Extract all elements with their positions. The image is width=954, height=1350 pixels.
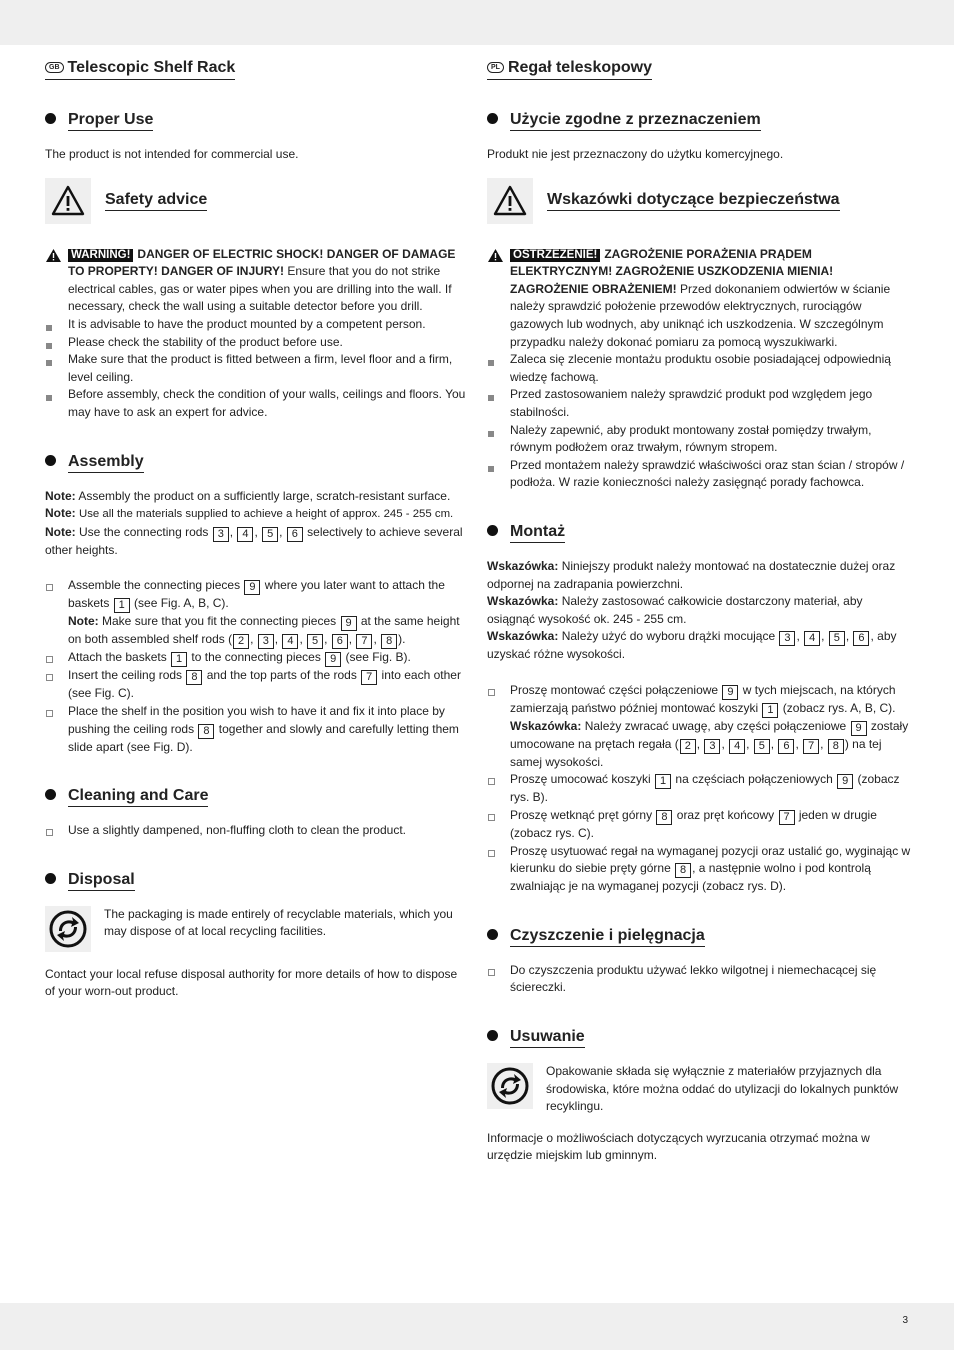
step-text: , a następnie wolno i pod kontrolą zwalniając je na wymaganej pozycji (zobacz rys. D). xyxy=(510,861,871,894)
part-number: 9 xyxy=(851,721,867,736)
section-proper-use-en xyxy=(45,110,469,132)
part-number: 8 xyxy=(186,670,202,685)
cleaning-list-en xyxy=(45,822,469,840)
part-number: 8 xyxy=(675,863,691,878)
part-number: 7 xyxy=(356,634,372,649)
note-label: Wskazówka: xyxy=(487,558,559,573)
note-3-en: Note: Use the connecting rods 3 , 4 , 5 , 6 selectively to achieve several other heights. xyxy=(45,524,463,557)
note-text: aby uzyskać różne wysokości. xyxy=(487,629,897,662)
polish-column xyxy=(487,58,911,1165)
note-label: Note: xyxy=(45,488,76,503)
warning-bold-en: DANGER OF ELECTRIC SHOCK! DANGER OF DAMAGE TO PROPERTY! DANGER OF INJURY! xyxy=(68,246,456,279)
list-item xyxy=(45,703,469,756)
part-number: 8 xyxy=(381,634,397,649)
section-cleaning-pl xyxy=(487,926,911,948)
section-disposal-en xyxy=(45,870,469,892)
step-text: oraz pręt końcowy xyxy=(676,808,775,823)
step-text: (see Fig. A, B, C). xyxy=(134,596,229,611)
note-text: selectively to achieve several other heights. xyxy=(45,524,463,557)
list-item: Make sure that the product is fitted between a firm, level floor and a firm, level ceiling. xyxy=(45,351,469,386)
part-number: 1 xyxy=(762,703,778,718)
recycle-icon xyxy=(487,1063,533,1109)
bullet-icon xyxy=(487,1030,498,1041)
step-text: where you later want to attach the baskets xyxy=(68,578,445,611)
part-number: 9 xyxy=(722,685,738,700)
bullet-icon xyxy=(487,929,498,940)
section-safety-en xyxy=(45,178,469,224)
cleaning-list-pl xyxy=(487,962,911,997)
part-number: 9 xyxy=(341,616,357,631)
heading-proper-use-en: Proper Use xyxy=(68,110,153,131)
proper-use-text-pl: Produkt nie jest przeznaczony do użytku komercyjnego. xyxy=(487,147,784,161)
part-number: 9 xyxy=(244,580,260,595)
list-item xyxy=(45,667,469,703)
section-assembly-en xyxy=(45,452,469,474)
heading-safety-en: Safety advice xyxy=(105,190,207,211)
step-text: into each other (see Fig. C). xyxy=(68,668,461,701)
page-number: 3 xyxy=(902,1315,908,1326)
warning-small-icon xyxy=(45,248,62,263)
page-title-en xyxy=(45,58,235,80)
part-number: 2 xyxy=(680,739,696,754)
note-label: Wskazówka: xyxy=(487,594,559,609)
note-3-pl: Wskazówka: Należy użyć do wyboru drążki mocujące 3 , 4 , 5 , 6 , aby uzyskać różne wysokości. xyxy=(487,629,897,662)
note-label: Note: xyxy=(45,506,76,521)
warning-block-en xyxy=(45,246,469,316)
step-text: and the top parts of the rods xyxy=(206,668,357,683)
step-text: Insert the ceiling rods xyxy=(68,668,183,683)
note-label: Wskazówka: xyxy=(510,718,582,733)
warning-triangle-icon xyxy=(487,178,533,224)
part-number: 1 xyxy=(171,652,187,667)
warning-small-icon xyxy=(487,248,504,263)
packaging-text-pl: Opakowanie składa się wyłącznie z materiałów przyjaznych dla środowiska, które można oddać do utylizacji do lokalnych punktów recyklingu. xyxy=(546,1064,899,1114)
step-text: Attach the baskets xyxy=(68,650,167,665)
part-number: 1 xyxy=(114,598,130,613)
note-text: Use all the materials supplied to achieve a height of approx. 245 - 255 cm. xyxy=(79,508,454,521)
disposal-contact-pl: Informacje o możliwościach dotyczących wyrzucania otrzymać można w urzędzie miejskim lub gminnym. xyxy=(487,1130,870,1163)
step-text: Proszę umocować koszyki xyxy=(510,772,651,787)
heading-cleaning-pl: Czyszczenie i pielęgnacja xyxy=(510,926,705,947)
part-number: 6 xyxy=(332,634,348,649)
title-text-pl: Regał teleskopowy xyxy=(507,59,652,76)
step-text: w tych miejscach, na których zamierzają państwo później montować koszyki xyxy=(510,682,896,715)
list-item: It is advisable to have the product mounted by a competent person. xyxy=(45,316,469,334)
bullet-icon xyxy=(487,113,498,124)
part-number: 3 xyxy=(704,739,720,754)
list-item xyxy=(487,843,911,896)
part-number: 1 xyxy=(655,774,671,789)
heading-assembly-en: Assembly xyxy=(68,452,144,473)
part-number: 3 xyxy=(213,527,229,542)
section-disposal-pl xyxy=(487,1027,911,1049)
part-number: 7 xyxy=(803,739,819,754)
heading-disposal-en: Disposal xyxy=(68,870,135,891)
step-text: jeden w drugie (zobacz rys. C). xyxy=(510,808,877,841)
list-item: Przed montażem należy sprawdzić właściwości oraz stan ścian / stropów / podłoża. W razie konieczności należy zasięgnąć porady fachowca. xyxy=(487,457,911,492)
recycle-block-en xyxy=(45,906,469,952)
warning-triangle-icon xyxy=(45,178,91,224)
heading-cleaning-en: Cleaning and Care xyxy=(68,786,208,807)
note-1-en xyxy=(45,488,469,506)
note-text: Assembly the product on a sufficiently large, scratch-resistant surface. xyxy=(78,488,451,503)
note-text: Niniejszy produkt należy montować na dostatecznie dużej oraz odpornej na zadrapania powierzchni. xyxy=(487,558,896,591)
heading-assembly-pl: Montaż xyxy=(510,522,565,543)
part-number: 6 xyxy=(853,631,869,646)
bullet-icon xyxy=(45,789,56,800)
step-text: at the same height on both assembled shelf rods ( xyxy=(68,614,460,647)
step-text: Make sure that you fit the connecting pieces xyxy=(102,614,337,629)
note-label: Note: xyxy=(68,614,99,629)
list-item: Before assembly, check the condition of your walls, ceilings and floors. You may have to ask an expert for advice. xyxy=(45,386,469,421)
warning-bold-pl: ZAGROŻENIE PORAŻENIA PRĄDEM ELEKTRYCZNYM! ZAGROŻENIE USZKODZENIA MIENIA! ZAGROŻENIE OBRAŻENIEM! xyxy=(510,246,834,296)
list-item: Do czyszczenia produktu używać lekko wilgotnej i niemechacącej się ściereczki. xyxy=(487,962,911,997)
part-number: 5 xyxy=(754,739,770,754)
part-number: 3 xyxy=(258,634,274,649)
step-text: Place the shelf in the position you wish to have it and fix it into place by pushing the ceiling rods xyxy=(68,703,445,736)
part-number: 6 xyxy=(778,739,794,754)
language-badge-pl: PL xyxy=(487,62,504,73)
top-bar xyxy=(0,0,954,45)
part-number: 6 xyxy=(287,527,303,542)
note-2-pl xyxy=(487,593,911,628)
note-label: Note: xyxy=(45,524,76,539)
recycle-block-pl xyxy=(487,1063,911,1116)
language-badge-en: GB xyxy=(45,62,64,73)
part-number: 4 xyxy=(237,527,253,542)
assembly-steps-en xyxy=(45,577,469,756)
part-number: 2 xyxy=(233,634,249,649)
step-text: Proszę usytuować regał na wymaganej pozycji oraz ustalić go, wyginając w kierunku do siebie pręty górne xyxy=(510,843,911,876)
heading-safety-pl: Wskazówki dotyczące bezpieczeństwa xyxy=(547,190,840,211)
part-number: 5 xyxy=(307,634,323,649)
warning-text-en: Ensure that you do not strike electrical cables, gas or water pipes when you are drilling into the wall. If necessary, check the wall using a suitable detector before you drill. xyxy=(68,264,452,314)
part-number: 5 xyxy=(262,527,278,542)
note-text: Use the connecting rods xyxy=(79,524,209,539)
section-cleaning-en xyxy=(45,786,469,808)
heading-proper-use-pl: Użycie zgodne z przeznaczeniem xyxy=(510,110,761,131)
list-item xyxy=(487,771,911,807)
step-text: (see Fig. B). xyxy=(345,650,411,665)
heading-disposal-pl: Usuwanie xyxy=(510,1027,585,1048)
section-assembly-pl xyxy=(487,522,911,544)
list-item: Przed zastosowaniem należy sprawdzić produkt pod względem jego stabilności. xyxy=(487,386,911,421)
page-title-pl xyxy=(487,58,652,80)
warning-text-pl: Przed dokonaniem odwiertów w ścianie należy sprawdzić położenie przewodów elektrycznych, rurociągów gazowych lub wodnych, aby uniknąć ich uszkodzenia. W szczególnym przypadku należy dokonać pomiaru za pomocą wyszukiwarki. xyxy=(510,281,891,349)
part-number: 4 xyxy=(729,739,745,754)
bullet-icon xyxy=(45,113,56,124)
note-label: Wskazówka: xyxy=(487,629,559,644)
step-text: to the connecting pieces xyxy=(191,650,321,665)
section-proper-use-pl xyxy=(487,110,911,132)
note-2-en xyxy=(45,505,469,524)
note-1-pl xyxy=(487,558,911,593)
part-number: 9 xyxy=(325,652,341,667)
part-number: 7 xyxy=(779,810,795,825)
part-number: 8 xyxy=(828,739,844,754)
recycle-icon xyxy=(45,906,91,952)
warning-badge-en: WARNING! xyxy=(68,249,133,262)
step-text: (zobacz rys. A, B, C). xyxy=(782,700,896,715)
warning-badge-pl: OSTRZEŻENIE! xyxy=(510,249,600,262)
list-item xyxy=(487,807,911,843)
bullet-icon xyxy=(45,455,56,466)
step-text: together and slowly and carefully letting them slide apart (see Fig. D). xyxy=(68,721,459,754)
bullet-icon xyxy=(45,873,56,884)
warning-block-pl xyxy=(487,246,911,352)
step-text: na częściach połączeniowych xyxy=(675,772,833,787)
list-item xyxy=(45,649,469,667)
list-item: Proszę montować części połączeniowe 9 w tych miejscach, na których zamierzają państwo później montować koszyki 1 (zobacz rys. A, B, C). Wskazówka: Należy zwracać uwagę, aby części połączeniowe 9 zostały umocowane na prętach regała ( 2 , 3 , 4 , 5 , 6 , 7 , 8 ) na tej samej wysokości. xyxy=(487,682,911,772)
part-number: 5 xyxy=(829,631,845,646)
step-text: Należy zwracać uwagę, aby części połączeniowe xyxy=(584,718,847,733)
part-number: 4 xyxy=(282,634,298,649)
list-item: Należy zapewnić, aby produkt montowany został pomiędzy trwałym, równym podłożem oraz trwałym, równym stropem. xyxy=(487,422,911,457)
title-text-en: Telescopic Shelf Rack xyxy=(67,59,236,76)
safety-list-en xyxy=(45,316,469,422)
note-text: Należy zastosować całkowicie dostarczony materiał, aby osiągnąć wysokość ok. 245 - 255 cm. xyxy=(487,594,863,626)
step-text: (zobacz rys. B). xyxy=(510,772,900,805)
part-number: 8 xyxy=(656,810,672,825)
step-text: Proszę montować części połączeniowe xyxy=(510,682,719,697)
list-item: Use a slightly dampened, non-fluffing cloth to clean the product. xyxy=(45,822,469,840)
note-text: Należy użyć do wyboru drążki mocujące xyxy=(561,629,776,644)
assembly-steps-pl xyxy=(487,682,911,896)
safety-list-pl xyxy=(487,351,911,492)
part-number: 9 xyxy=(837,774,853,789)
part-number: 7 xyxy=(361,670,377,685)
proper-use-text-en: The product is not intended for commercial use. xyxy=(45,147,299,161)
bullet-icon xyxy=(487,525,498,536)
part-number: 4 xyxy=(804,631,820,646)
part-number: 8 xyxy=(198,724,214,739)
section-safety-pl xyxy=(487,178,911,224)
step-text: na tej samej wysokości. xyxy=(510,736,882,769)
step-text: Assemble the connecting pieces xyxy=(68,578,241,593)
step-text: Proszę wetknąć pręt górny xyxy=(510,808,653,823)
english-column xyxy=(45,58,469,1001)
step-text: zostały umocowane na prętach regała ( xyxy=(510,718,909,751)
part-number: 3 xyxy=(779,631,795,646)
list-item: Please check the stability of the product before use. xyxy=(45,334,469,352)
packaging-text-en: The packaging is made entirely of recyclable materials, which you may dispose of at local recycling facilities. xyxy=(104,906,453,939)
list-item: Zaleca się zlecenie montażu produktu osobie posiadającej odpowiednią wiedzę fachową. xyxy=(487,351,911,386)
list-item: Assemble the connecting pieces 9 where you later want to attach the baskets 1 (see Fig. A, B, C). Note: Make sure that you fit the connecting pieces 9 at the same height on both assembled shelf rods ( 2 , 3 , 4 , 5 , 6 , 7 , 8 ). xyxy=(45,577,469,649)
disposal-contact-en: Contact your local refuse disposal authority for more details of how to dispose of your worn-out product. xyxy=(45,966,458,999)
bottom-bar xyxy=(0,1303,954,1350)
